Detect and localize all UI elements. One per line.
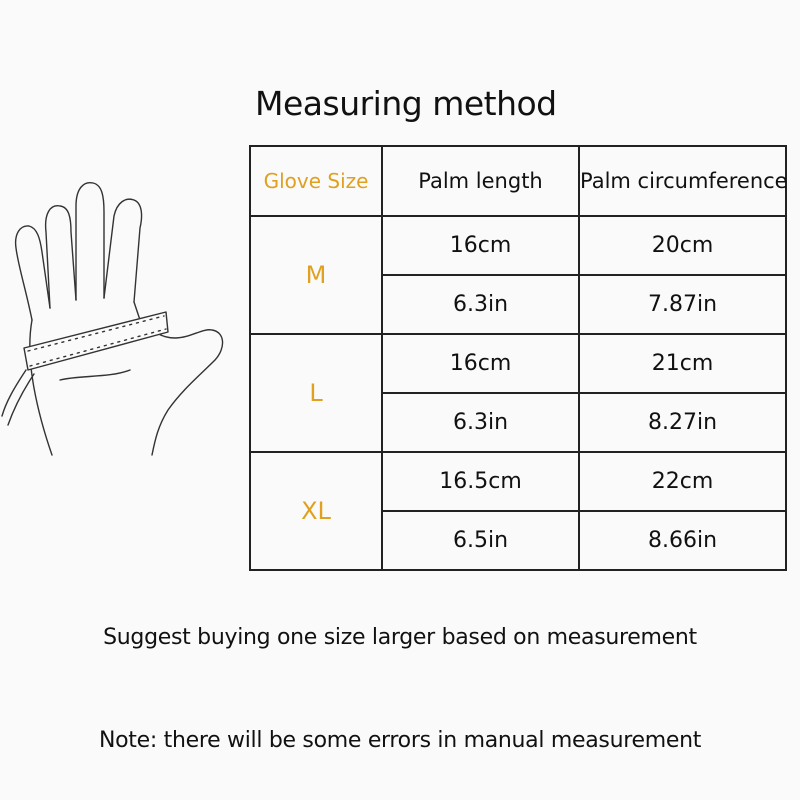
palm-length-cm: 16.5cm xyxy=(382,452,579,511)
palm-circumference-cm: 20cm xyxy=(579,216,786,275)
palm-circumference-in: 8.27in xyxy=(579,393,786,452)
size-label: M xyxy=(250,216,382,334)
size-label: L xyxy=(250,334,382,452)
palm-circumference-in: 8.66in xyxy=(579,511,786,570)
measurement-error-note: Note: there will be some errors in manual measurement xyxy=(98,728,702,753)
palm-length-cm: 16cm xyxy=(382,216,579,275)
palm-length-cm: 16cm xyxy=(382,334,579,393)
size-chart-table xyxy=(249,145,787,571)
size-label: XL xyxy=(250,452,382,570)
palm-circumference-cm: 21cm xyxy=(579,334,786,393)
palm-length-in: 6.5in xyxy=(382,511,579,570)
page-title: Measuring method xyxy=(255,84,557,123)
header-palm-circumference: Palm circumference xyxy=(579,146,786,216)
table-row xyxy=(250,452,786,511)
header-palm-length: Palm length xyxy=(382,146,579,216)
hand-measuring-tape-icon xyxy=(0,170,240,470)
table-row xyxy=(250,216,786,275)
palm-length-in: 6.3in xyxy=(382,393,579,452)
sizing-suggestion-note: Suggest buying one size larger based on measurement xyxy=(103,625,697,650)
table-row xyxy=(250,334,786,393)
table-header-row xyxy=(250,146,786,216)
palm-circumference-in: 7.87in xyxy=(579,275,786,334)
palm-circumference-cm: 22cm xyxy=(579,452,786,511)
header-glove-size: Glove Size xyxy=(250,146,382,216)
palm-length-in: 6.3in xyxy=(382,275,579,334)
